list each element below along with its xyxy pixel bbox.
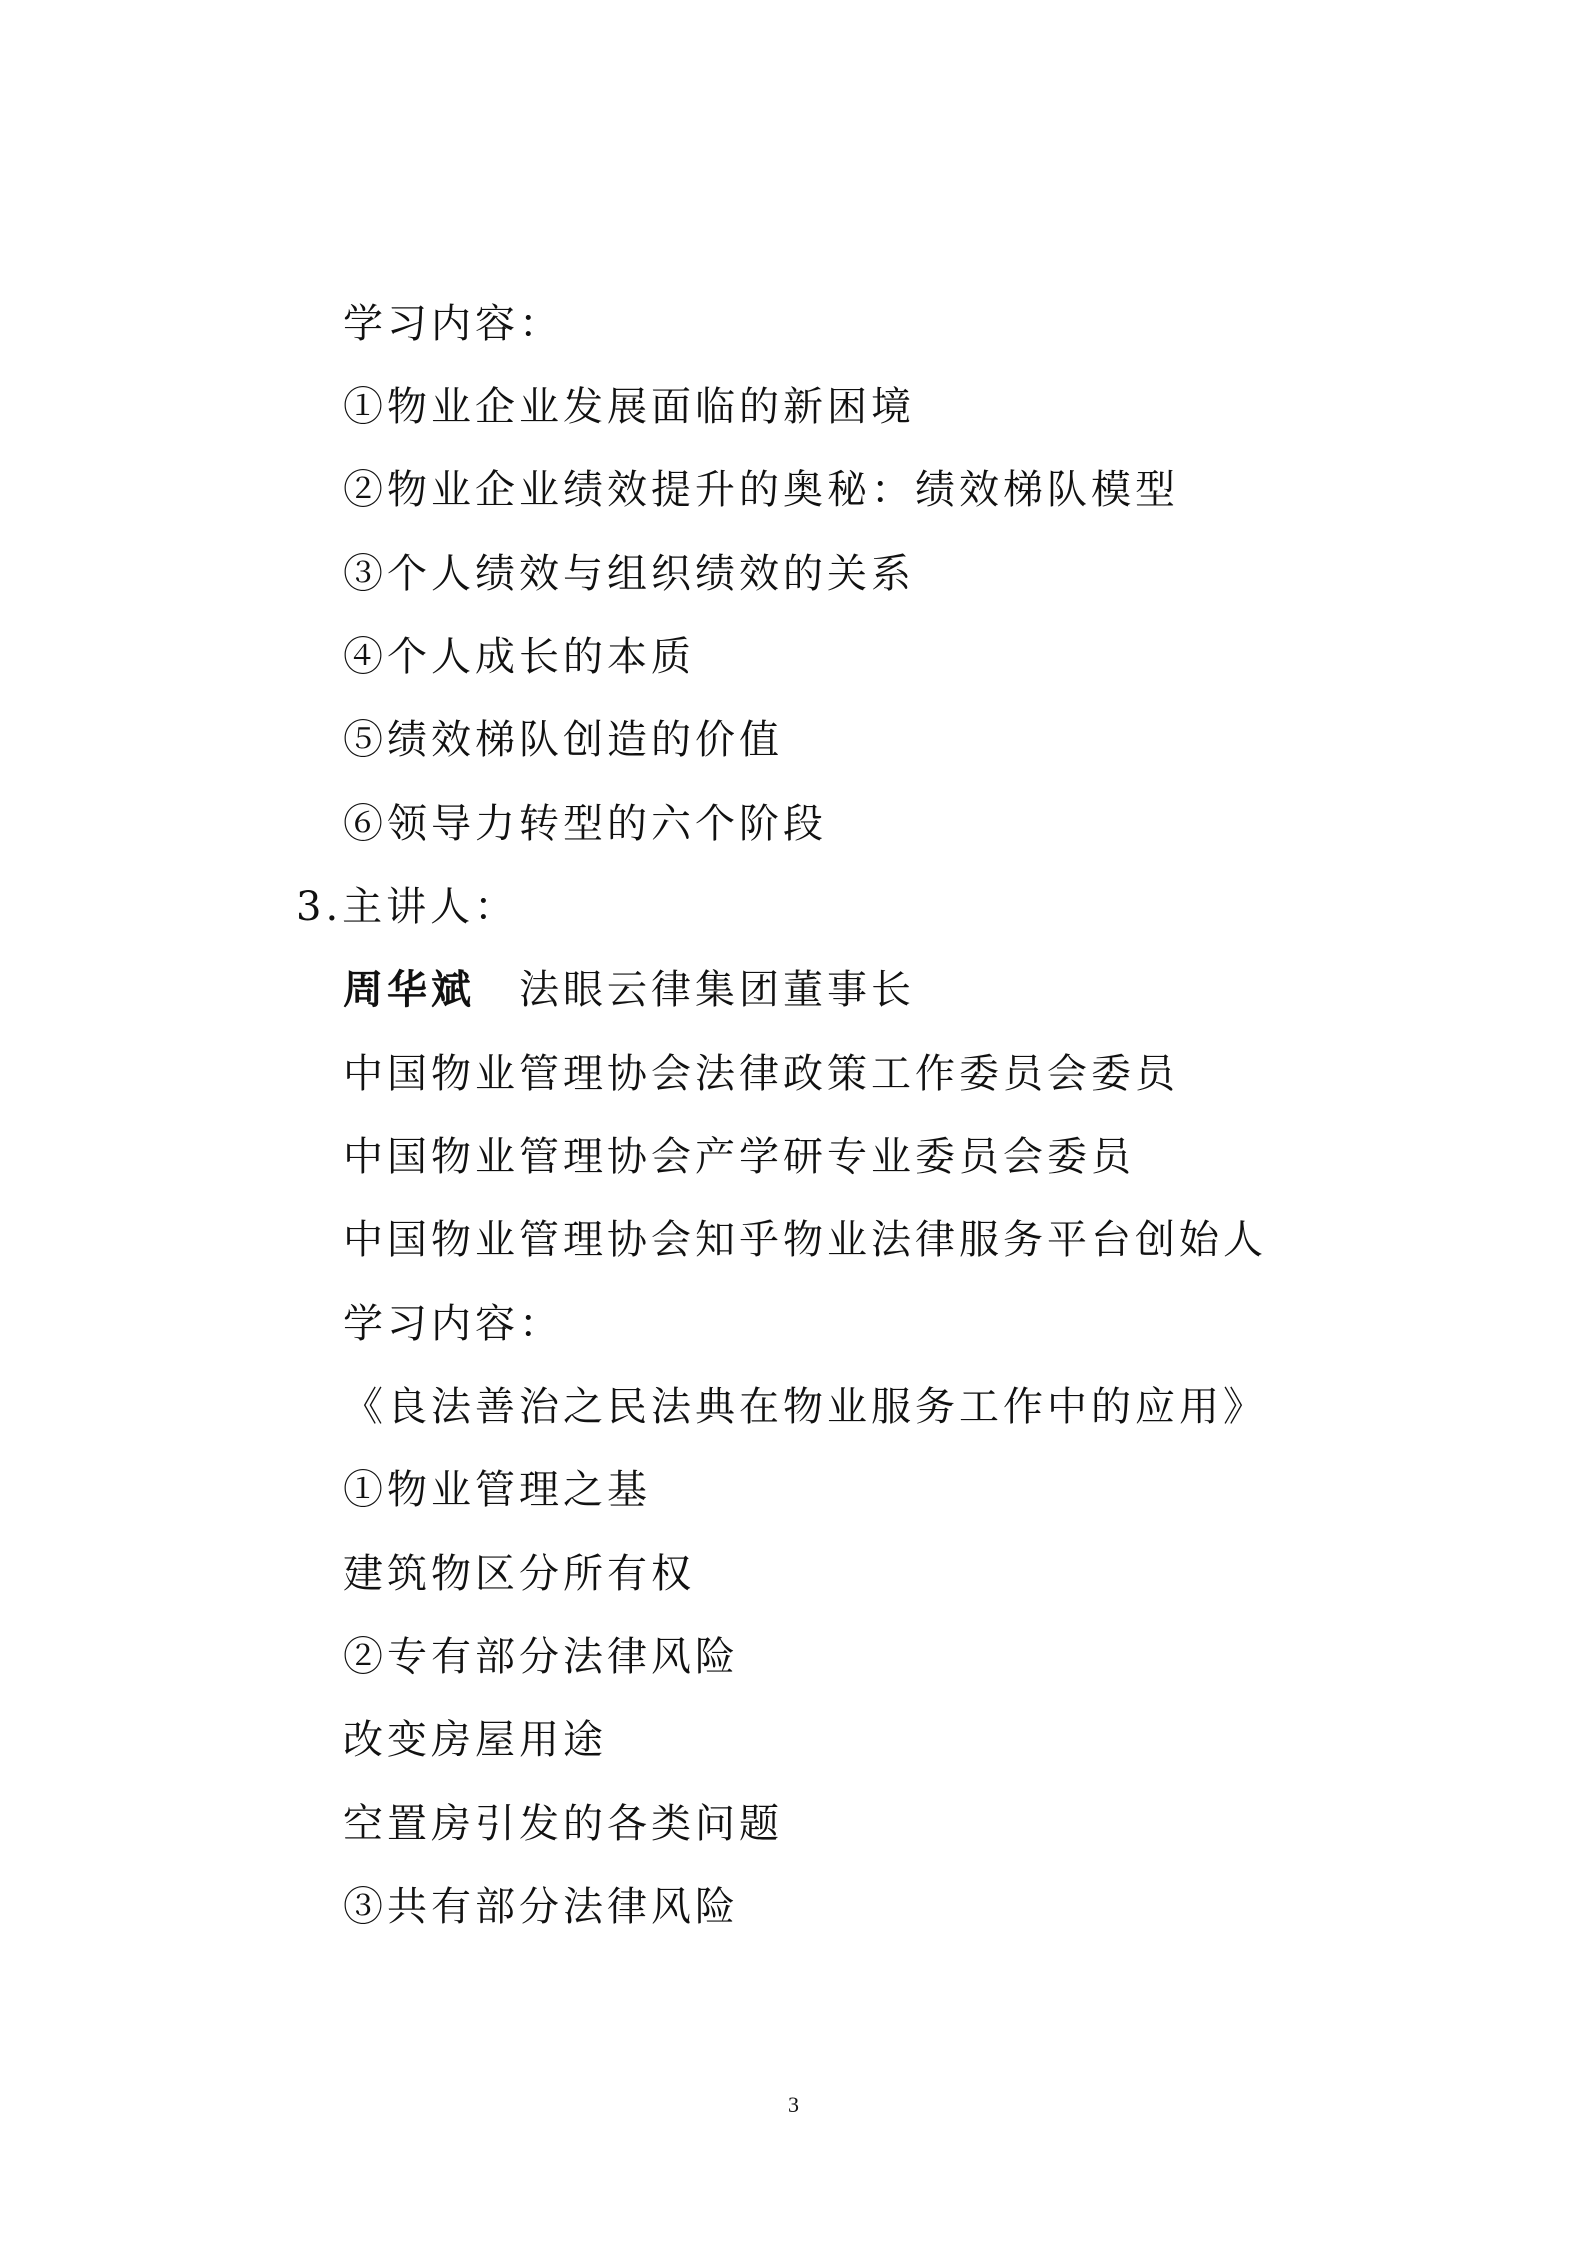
page-number: 3	[788, 2092, 799, 2117]
speaker-name: 周华斌	[343, 966, 475, 1013]
course-item-2: 建筑物区分所有权	[343, 1551, 695, 1597]
content-item-3: ③个人绩效与组织绩效的关系	[343, 551, 915, 597]
speaker-content-heading: 学习内容：	[343, 1301, 563, 1347]
speaker-line	[343, 966, 915, 1014]
course-item-3: ②专有部分法律风险	[343, 1634, 739, 1680]
speaker-role-2: 中国物业管理协会产学研专业委员会委员	[343, 1134, 1135, 1180]
content-item-2: ②物业企业绩效提升的奥秘：绩效梯队模型	[343, 467, 1179, 513]
content-item-6: ⑥领导力转型的六个阶段	[343, 801, 827, 847]
course-item-6: ③共有部分法律风险	[343, 1884, 739, 1930]
content-item-5: ⑤绩效梯队创造的价值	[343, 717, 783, 763]
speaker-section-heading: 3.主讲人：	[296, 884, 519, 930]
course-item-5: 空置房引发的各类问题	[343, 1801, 783, 1847]
course-item-4: 改变房屋用途	[343, 1717, 607, 1763]
speaker-role-1: 中国物业管理协会法律政策工作委员会委员	[343, 1051, 1179, 1097]
content-item-4: ④个人成长的本质	[343, 634, 695, 680]
course-item-1: ①物业管理之基	[343, 1467, 651, 1513]
course-title: 《良法善治之民法典在物业服务工作中的应用》	[343, 1384, 1267, 1430]
learning-content-heading: 学习内容：	[343, 301, 563, 347]
content-item-1: ①物业企业发展面临的新困境	[343, 384, 915, 430]
speaker-role-3: 中国物业管理协会知乎物业法律服务平台创始人	[343, 1217, 1267, 1263]
speaker-title: 法眼云律集团董事长	[519, 967, 915, 1013]
